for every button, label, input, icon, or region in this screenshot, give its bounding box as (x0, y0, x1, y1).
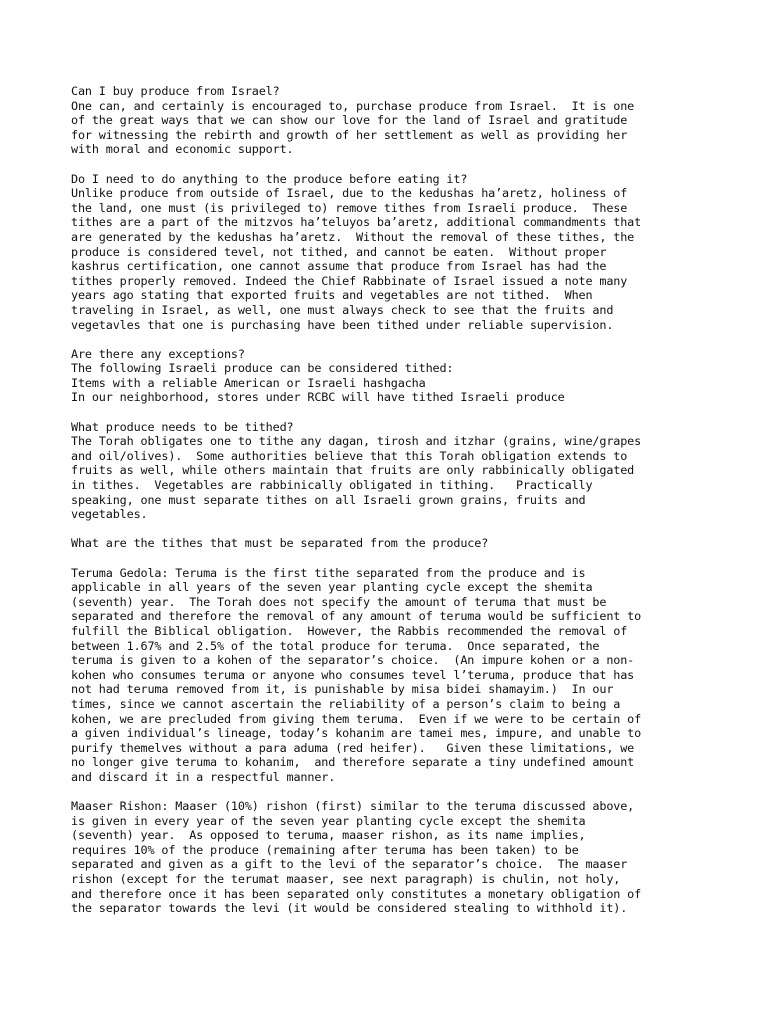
text-line: traveling in Israel, as well, one must always check to see that the fruits and (71, 302, 614, 317)
paragraph-teruma-gedola (71, 566, 731, 785)
text-line: kohen who consumes teruma or anyone who consumes tevel l’teruma, produce that has (71, 667, 635, 682)
text-line: separated and therefore the removal of any amount of teruma would be sufficient to (71, 609, 642, 624)
text-line: purify themelves without a para aduma (red heifer). Given these limitations, we (71, 740, 635, 755)
text-line: Items with a reliable American or Israeli hashgacha (71, 375, 426, 390)
text-line: not had teruma removed from it, is punishable by misa bidei shamayim.) In our (71, 682, 614, 697)
text-line: and oil/olives). Some authorities believe that this Torah obligation extends to (71, 448, 628, 463)
text-line: are generated by the kedushas ha’aretz. Without the removal of these tithes, the (71, 229, 635, 244)
paragraph-before-eating (71, 172, 731, 333)
text-line: and therefore once it has been separated only constitutes a monetary obligation of (71, 886, 642, 901)
paragraph-gap (71, 522, 731, 537)
heading-before-eating: Do I need to do anything to the produce before eating it? (71, 171, 468, 186)
text-line: separated and given as a gift to the levi of the separator’s choice. The maaser (71, 857, 628, 872)
text-line: produce is considered tevel, not tithed, and cannot be eaten. Without proper (71, 244, 607, 259)
heading-what-produce: What produce needs to be tithed? (71, 419, 294, 434)
text-line: with moral and economic support. (71, 142, 294, 157)
text-line: One can, and certainly is encouraged to, purchase produce from Israel. It is one (71, 98, 635, 113)
text-line: tithes properly removed. Indeed the Chief Rabbinate of Israel issued a note many (71, 273, 628, 288)
paragraph-gap (71, 785, 731, 800)
text-line: vegetables. (71, 507, 148, 522)
text-line: applicable in all years of the seven year planting cycle except the shemita (71, 580, 593, 595)
text-line: fulfill the Biblical obligation. However, the Rabbis recommended the removal of (71, 623, 628, 638)
text-line: In our neighborhood, stores under RCBC will have tithed Israeli produce (71, 390, 565, 405)
text-line: Teruma Gedola: Teruma is the first tithe separated from the produce and is (71, 565, 586, 580)
paragraph-exceptions (71, 347, 731, 405)
paragraph-buy-produce (71, 84, 731, 157)
text-line: for witnessing the rebirth and growth of her settlement as well as providing her (71, 127, 628, 142)
heading-buy-produce: Can I buy produce from Israel? (71, 84, 280, 98)
text-line: rishon (except for the terumat maaser, see next paragraph) is chulin, not holy, (71, 872, 621, 887)
text-line: in tithes. Vegetables are rabbinically obligated in tithing. Practically (71, 478, 593, 493)
paragraph-gap (71, 157, 731, 172)
text-line: (seventh) year. The Torah does not specify the amount of teruma that must be (71, 594, 607, 609)
paragraph-gap (71, 405, 731, 420)
text-line: the land, one must (is privileged to) remove tithes from Israeli produce. These (71, 200, 628, 215)
text-line: no longer give teruma to kohanim, and therefore separate a tiny undefined amount (71, 755, 635, 770)
text-line: times, since we cannot ascertain the reliability of a person’s claim to being a (71, 696, 621, 711)
text-line: between 1.67% and 2.5% of the total produce for teruma. Once separated, the (71, 638, 600, 653)
text-line: Maaser Rishon: Maaser (10%) rishon (first) similar to the teruma discussed above, (71, 799, 635, 814)
text-line: the separator towards the levi (it would be considered stealing to withhold it). (71, 901, 628, 916)
paragraph-gap (71, 551, 731, 566)
text-line: of the great ways that we can show our love for the land of Israel and gratitude (71, 113, 628, 128)
paragraph-which-tithes (71, 536, 731, 551)
text-line: speaking, one must separate tithes on all Israeli grown grains, fruits and (71, 492, 586, 507)
heading-exceptions: Are there any exceptions? (71, 346, 245, 361)
text-line: requires 10% of the produce (remaining after teruma has been taken) to be (71, 842, 579, 857)
text-line: and discard it in a respectful manner. (71, 769, 336, 784)
text-line: (seventh) year. As opposed to teruma, maaser rishon, as its name implies, (71, 828, 586, 843)
text-line: is given in every year of the seven year planting cycle except the shemita (71, 813, 586, 828)
heading-which-tithes: What are the tithes that must be separated from the produce? (71, 536, 489, 551)
paragraph-maaser-rishon (71, 799, 731, 916)
text-line: a given individual’s lineage, today’s kohanim are tamei mes, impure, and unable to (71, 726, 642, 741)
text-line: vegetavles that one is purchasing have been tithed under reliable supervision. (71, 317, 614, 332)
text-line: Unlike produce from outside of Israel, due to the kedushas ha’aretz, holiness of (71, 186, 628, 201)
text-line: The following Israeli produce can be considered tithed: (71, 361, 454, 376)
text-line: tithes are a part of the mitzvos ha’teluyos ba’aretz, additional commandments that (71, 215, 642, 230)
text-line: kashrus certification, one cannot assume that produce from Israel has had the (71, 259, 607, 274)
text-line: The Torah obligates one to tithe any dagan, tirosh and itzhar (grains, wine/grapes (71, 434, 642, 449)
text-line: kohen, we are precluded from giving them teruma. Even if we were to be certain of (71, 711, 642, 726)
text-line: teruma is given to a kohen of the separator’s choice. (An impure kohen or a non- (71, 653, 635, 668)
paragraph-gap (71, 332, 731, 347)
document-page (71, 84, 731, 916)
paragraph-what-produce (71, 420, 731, 522)
text-line: years ago stating that exported fruits and vegetables are not tithed. When (71, 288, 593, 303)
text-line: fruits as well, while others maintain that fruits are only rabbinically obligated (71, 463, 635, 478)
